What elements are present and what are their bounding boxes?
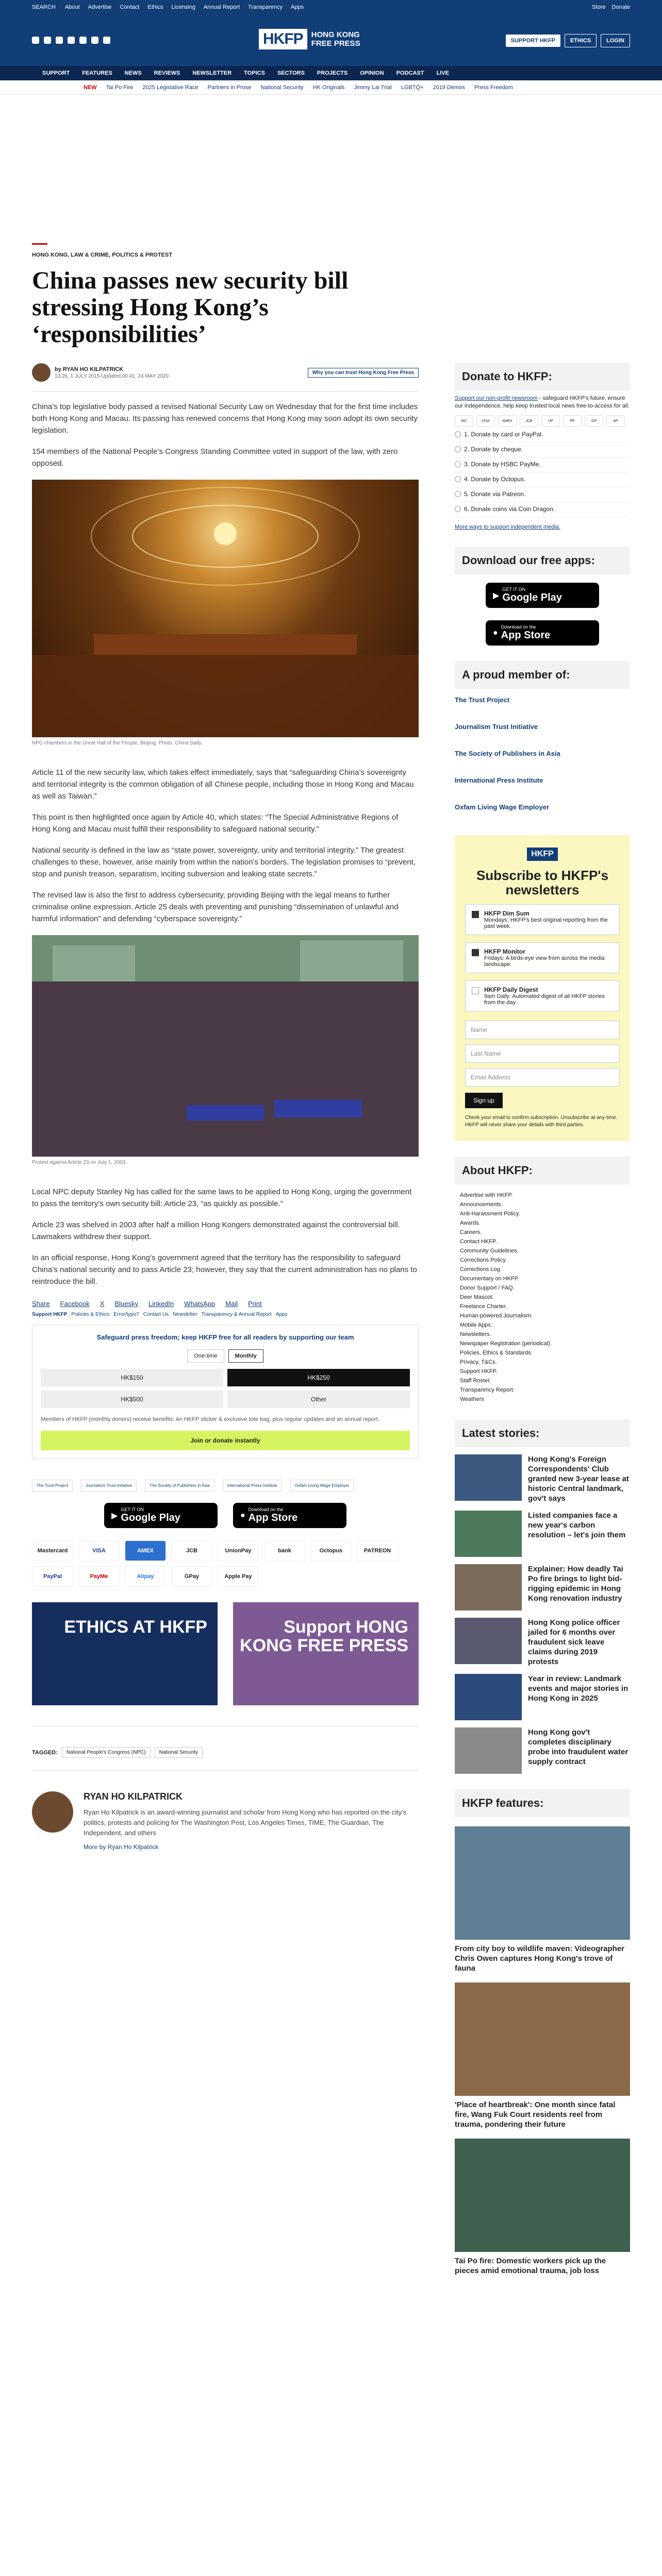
oxfam-logo[interactable]: Oxfam Living Wage Employer [455, 803, 550, 811]
story-title: Hong Kong police officer jailed for 6 months over fraudulent sick leave claims during 2019 protests [528, 1618, 620, 1666]
x-icon[interactable] [32, 37, 39, 44]
main-nav [0, 66, 662, 80]
unionpay-logo: UnionPay [218, 1540, 259, 1561]
support-button[interactable]: SUPPORT HKFP [506, 35, 560, 47]
logo-line: HONG KONG [311, 30, 360, 39]
story-thumbnail [455, 1511, 522, 1557]
about-link[interactable]: Awards. [460, 1220, 481, 1226]
sopa-logo[interactable]: The Society of Publishers in Asia [145, 1480, 214, 1492]
jti-logo[interactable]: Journalism Trust Initiative [455, 723, 538, 731]
support-link[interactable]: Error/typo? [113, 1312, 139, 1317]
card-logo: UP [541, 415, 560, 427]
podcast-icon[interactable] [103, 37, 110, 44]
author-photo [32, 1791, 73, 1833]
about-link[interactable]: Advertise with HKFP. [460, 1192, 513, 1198]
about-link[interactable]: Community Guidelines. [460, 1248, 519, 1254]
badge-small: GET IT ON [502, 587, 525, 592]
apple-icon: ● [240, 1511, 245, 1520]
about-link[interactable]: Donor Support / FAQ. [460, 1285, 515, 1291]
share-label: Share [32, 1300, 50, 1308]
donate-options [455, 431, 630, 517]
play-icon: ▶ [493, 591, 500, 600]
option-label: 1. Donate by card or PayPal. [464, 431, 543, 438]
donate-option[interactable] [455, 446, 630, 457]
trending-item[interactable]: Press Freedom [474, 84, 514, 91]
member-logos-row [32, 1480, 419, 1492]
donate-option[interactable] [455, 461, 630, 472]
newsletter-name: HKFP Dim Sum [484, 910, 529, 917]
support-links [32, 1312, 419, 1317]
sopa-logo[interactable]: The Society of Publishers in Asia [455, 750, 560, 757]
jcb-logo: JCB [171, 1540, 212, 1561]
utility-links [65, 4, 304, 10]
nav-item[interactable]: NEWSLETTER [192, 70, 232, 76]
utility-link[interactable]: Ethics [147, 4, 163, 10]
email-field[interactable]: Email Address [465, 1068, 620, 1087]
new-badge: NEW [84, 84, 97, 91]
banner-title: ETHICS AT HKFP [64, 1617, 207, 1637]
latest-story[interactable] [455, 1564, 630, 1611]
nav-item[interactable]: SUPPORT [42, 70, 70, 76]
about-link[interactable]: Contact HKFP. [460, 1239, 497, 1245]
payment-methods [32, 1540, 419, 1587]
gpay-logo: GPay [171, 1566, 212, 1587]
option-label: 3. Donate by HSBC PayMe. [464, 461, 541, 468]
share-bluesky[interactable]: Bluesky [114, 1300, 138, 1308]
badge-big: App Store [248, 1512, 298, 1523]
donate-heading: Donate to HKFP: [455, 363, 630, 391]
checkbox-icon [472, 949, 479, 956]
amount-option[interactable]: HK$150 [41, 1369, 223, 1386]
support-banner[interactable] [233, 1602, 419, 1705]
trending-item[interactable]: HK Originals [312, 84, 345, 91]
app-store-badge[interactable] [233, 1503, 346, 1528]
utility-link[interactable]: Advertise [88, 4, 112, 10]
about-link[interactable]: Careers. [460, 1229, 482, 1235]
banner-title: Support HONG KONG FREE PRESS [240, 1617, 408, 1655]
card-logo: AMEX [498, 415, 517, 427]
newsletter-name: HKFP Monitor [484, 948, 525, 955]
social-icons [32, 37, 110, 44]
nav-item[interactable]: PODCAST [396, 70, 424, 76]
logo-mark: HKFP [259, 29, 307, 49]
card-logo: PP [563, 415, 582, 427]
nonprofit-link[interactable]: Support our non-profit newsroom [455, 395, 538, 401]
login-button[interactable]: LOGIN [601, 34, 630, 47]
story-title: Listed companies face a new year's carbon resolution – let's join them [528, 1511, 626, 1539]
nav-item[interactable]: NEWS [124, 70, 142, 76]
about-link[interactable]: Deer Mascot. [460, 1294, 494, 1300]
article-title: China passes new security bill stressing Hong Kong’s ‘responsibilities’ [32, 267, 349, 348]
card-logo: GP [585, 415, 603, 427]
about-link[interactable]: Announcements. [460, 1201, 503, 1208]
newsletter-option[interactable] [465, 980, 620, 1011]
latest-story[interactable] [455, 1511, 630, 1557]
story-title: Explainer: How deadly Tai Po fire brings to light bid-rigging epidemic in Hong Kong renovation industry [528, 1565, 623, 1603]
author-info [84, 1791, 419, 1851]
option-label: 2. Donate by cheque. [464, 446, 523, 453]
donate-option[interactable] [455, 431, 630, 443]
author-name[interactable]: RYAN HO KILPATRICK [84, 1791, 183, 1802]
about-link[interactable]: Newspaper Registration (periodical). [460, 1341, 552, 1347]
about-links [455, 1191, 630, 1404]
google-play-badge[interactable] [104, 1503, 218, 1528]
protest-photo [32, 935, 419, 1157]
support-link[interactable]: Policies & Ethics [71, 1312, 110, 1317]
article [32, 115, 419, 1851]
card-logo: VISA [476, 415, 495, 427]
story-thumbnail [455, 1454, 522, 1501]
google-play-badge[interactable] [486, 583, 599, 608]
ipi-logo[interactable]: International Press Institute [223, 1480, 282, 1492]
nav-item[interactable]: PROJECTS [317, 70, 348, 76]
join-donate-button[interactable]: Join or donate instantly [41, 1431, 410, 1450]
option-label: 5. Donate via Patreon. [464, 490, 526, 498]
newsletter-note: Check your email to confirm subscription. Unsubscribe at any time. HKFP will never share your details with third parties. [465, 1115, 618, 1128]
search-link[interactable]: SEARCH [32, 4, 56, 10]
about-link[interactable]: Policies, Ethics & Standards. [460, 1350, 533, 1356]
divider [32, 391, 419, 392]
ethics-button[interactable]: ETHICS [565, 34, 597, 47]
about-link[interactable]: Anti-Harassment Policy. [460, 1211, 520, 1217]
tag-chip[interactable]: National Security [155, 1747, 203, 1758]
trending-item[interactable]: LGBTQ+ [401, 84, 424, 91]
trending-item[interactable]: 2025 Legislative Race [142, 84, 198, 91]
radio-icon [455, 476, 461, 482]
story-thumbnail [455, 1618, 522, 1664]
support-link[interactable]: Support HKFP [32, 1312, 68, 1317]
app-store-badge[interactable] [486, 620, 599, 646]
signup-row [465, 1087, 620, 1108]
features-heading: HKFP features: [455, 1789, 630, 1817]
share-mail[interactable]: Mail [225, 1300, 238, 1308]
latest-story[interactable] [455, 1727, 630, 1774]
feature-image [455, 1982, 630, 2096]
newsletter-desc: Fridays: A birds-eye view from across the media landscape. [484, 955, 605, 968]
latest-heading: Latest stories: [455, 1419, 630, 1447]
radio-icon [455, 506, 461, 512]
feature-title: 'Place of heartbreak': One month since fatal fire, Wang Fuk Court residents reel from trauma, pondering their future [455, 2100, 616, 2129]
radio-icon [455, 491, 461, 497]
share-facebook[interactable]: Facebook [60, 1300, 90, 1308]
donation-title: Safeguard press freedom; keep HKFP free for all readers by supporting our team [96, 1333, 354, 1341]
newsletter-box [455, 835, 630, 1141]
about-link[interactable]: Documentary on HKFP. [460, 1276, 519, 1282]
feature-story[interactable] [455, 1826, 630, 1973]
trust-project-logo[interactable]: The Trust Project [455, 696, 510, 704]
apple-icon: ● [493, 628, 498, 637]
last-name-field[interactable]: Last Name [465, 1044, 620, 1063]
photo-caption: Protest against Article 23 on July 1, 2003. [32, 1160, 127, 1165]
page-content [0, 95, 662, 2576]
nav-item[interactable]: REVIEWS [154, 70, 180, 76]
signup-button[interactable]: Sign up [465, 1093, 503, 1108]
app-store-badges [32, 1503, 419, 1528]
checkbox-icon [472, 911, 479, 918]
paragraph: This point is then highlighted once again by Article 40, which states: “The Special Administrative Regions of Hong Kong and Macau must fulfill their responsibility to safeguard national security.” [32, 813, 399, 834]
support-link[interactable]: Newsletter [173, 1312, 197, 1317]
play-icon: ▶ [111, 1511, 118, 1520]
frequency-toggle [41, 1349, 410, 1363]
share-x[interactable]: X [100, 1300, 105, 1308]
utility-right [592, 4, 630, 10]
share-print[interactable]: Print [247, 1300, 262, 1308]
youtube-icon[interactable] [79, 37, 87, 44]
badge-text [501, 624, 551, 641]
trending-nav [0, 80, 662, 95]
promo-banners [32, 1602, 419, 1705]
donation-box [32, 1325, 419, 1459]
mastercard-logo: Mastercard [32, 1540, 73, 1561]
nav-item[interactable]: TOPICS [244, 70, 265, 76]
paragraph: National security is defined in the law as “state power, sovereignty, unity and territorial integrity.” The greatest challenges to these, however, arise mainly from within the nation’s borders. The legislation promises to “prevent, stop and punish treason, separatism, inciting subversion and leaking state secrets.” [32, 846, 416, 878]
utility-link[interactable]: About [64, 4, 80, 10]
membership-note: Members of HKFP (monthly donors) receive benefits: An HKFP sticker & exclusive tote bag, plus regular updates and an annual report. [41, 1416, 379, 1422]
author-box [32, 1791, 419, 1851]
logo-line: FREE PRESS [311, 39, 360, 48]
newsletter-desc: 9am Daily: Automated digest of all HKFP stories from the day. [484, 993, 605, 1006]
about-link[interactable]: Weathers [460, 1396, 484, 1402]
sidebar [455, 363, 630, 2276]
newsletter-desc: Mondays: HKFP's best original reporting from the past week. [484, 917, 608, 929]
paragraph: The revised law is also the first to address cybersecurity, providing Beijing with the legal means to further criminalise online expression. Article 25 deals with preventing and punishing “dissemination of unlawful and harmful information” and defending “cyberspace sovereignty.” [32, 891, 399, 923]
about-link[interactable]: Support HKFP. [460, 1368, 498, 1375]
apps-heading: Download our free apps: [455, 547, 630, 574]
paragraph: In an official response, Hong Kong’s government agreed that the territory has the responsibility to safeguard China’s national security and to pass Article 23; however, they say that the current administration has no plans to reintroduce the bill. [32, 1253, 417, 1286]
photo-caption: NPC chambers in the Great Hall of the People, Beijing. Photo: China Daily. [32, 740, 203, 746]
badge-small: Download on the [248, 1507, 284, 1512]
trending-item[interactable]: 2019 Demos [433, 84, 465, 91]
about-heading: About HKFP: [455, 1157, 630, 1184]
feature-title: Tai Po fire: Domestic workers pick up the pieces amid emotional trauma, job loss [455, 2257, 606, 2275]
badge-text [121, 1507, 180, 1524]
paragraph: China’s top legislative body passed a revised National Security Law on Wednesday that for the first time includes both Hong Kong and Macau. Its passing has renewed concerns that Hong Kong may soon adopt its own security legislation. [32, 402, 418, 435]
tags-label: TAGGED: [32, 1749, 58, 1756]
header-actions [506, 34, 630, 47]
payme-logo: PayMe [78, 1566, 120, 1587]
newsletter-logo: HKFP [527, 848, 558, 861]
story-title: Year in review: Landmark events and major stories in Hong Kong in 2025 [528, 1674, 628, 1703]
support-link[interactable]: Contact Us [143, 1312, 169, 1317]
option-label: 6. Donate coins via Coin Dragon. [464, 505, 555, 513]
about-link[interactable]: Human-powered Journalism. [460, 1313, 533, 1319]
donate-link[interactable]: Donate [611, 4, 630, 10]
latest-story[interactable] [455, 1618, 630, 1667]
nav-item[interactable]: LIVE [436, 70, 449, 76]
alipay-logo: Alipay [125, 1566, 166, 1587]
donate-card-logos [455, 415, 630, 427]
badge-text [249, 1507, 298, 1524]
card-logo: JCB [520, 415, 538, 427]
about-link[interactable]: Corrections Policy. [460, 1257, 507, 1263]
trust-project-logo[interactable]: The Trust Project [32, 1480, 73, 1492]
one-time-tab[interactable]: One-time [187, 1349, 224, 1363]
share-bar [32, 1300, 419, 1308]
paragraph: 154 members of the National People’s Congress Standing Committee voted in support of the law, with zero opposed. [32, 447, 398, 468]
visa-logo: VISA [78, 1540, 120, 1561]
story-thumbnail [455, 1727, 522, 1774]
more-ways-link[interactable]: More ways to support independent media. [455, 524, 560, 530]
donate-text: - safeguard HKFP's future, ensure our independence, help keep trusted local news free-to-access for all. [455, 395, 630, 409]
feature-story[interactable] [455, 2139, 630, 2276]
byline-text [55, 366, 169, 379]
donate-option[interactable] [455, 476, 630, 487]
site-logo[interactable] [259, 29, 360, 49]
utility-link[interactable]: Transparency [248, 4, 283, 10]
member-logos [455, 696, 630, 825]
feature-title: From city boy to wildlife maven: Videographer Chris Owen captures Hong Kong's trove of fauna [455, 1944, 624, 1973]
about-link[interactable]: Staff Roster. [460, 1378, 491, 1384]
badge-small: Download on the [501, 624, 536, 630]
trending-item[interactable]: Tai Po Fire [106, 84, 134, 91]
nav-item[interactable]: FEATURES [82, 70, 112, 76]
latest-story[interactable] [455, 1674, 630, 1720]
patreon-logo: PATREON [357, 1540, 398, 1561]
newsletter-name: HKFP Daily Digest [484, 986, 538, 993]
trending-item[interactable]: Partners in Prose [207, 84, 252, 91]
story-title: Hong Kong's Foreign Correspondents' Club granted new 3-year lease at historic Central landmark, gov't says [528, 1455, 629, 1503]
protest-illustration [32, 935, 419, 1157]
divider [32, 1770, 419, 1771]
name-field[interactable]: Name [465, 1021, 620, 1039]
more-by-author-link[interactable]: More by Ryan Ho Kilpatrick [84, 1843, 159, 1851]
amount-option[interactable]: HK$500 [41, 1391, 223, 1408]
share-linkedin[interactable]: LinkedIn [148, 1300, 174, 1308]
email-icon[interactable] [91, 37, 98, 44]
facebook-icon[interactable] [68, 37, 75, 44]
donate-blurb [455, 395, 630, 410]
trending-item[interactable]: National Security [260, 84, 304, 91]
oxfam-logo[interactable]: Oxfam Living Wage Employer [290, 1480, 354, 1492]
publish-dates: 13:26, 1 JULY 2015 Updated 00:41, 24 MAY 2020 [55, 373, 169, 379]
member-heading: A proud member of: [455, 661, 630, 689]
amount-option[interactable]: Other [227, 1391, 410, 1408]
support-link[interactable]: Transparency & Annual Report [201, 1312, 272, 1317]
badge-big: App Store [501, 630, 551, 641]
ethics-banner[interactable] [32, 1602, 218, 1705]
tags-row [32, 1747, 419, 1758]
card-logo: MC [455, 415, 473, 427]
trust-badge[interactable]: Why you can trust Hong Kong Free Press [308, 368, 419, 378]
feature-story[interactable] [455, 1982, 630, 2129]
newsletter-option[interactable] [465, 904, 620, 935]
accent-rule [32, 243, 47, 245]
utility-link[interactable]: Contact [120, 4, 140, 10]
author-avatar [32, 363, 51, 382]
author-link[interactable]: by RYAN HO KILPATRICK [55, 366, 124, 372]
instagram-icon[interactable] [44, 37, 51, 44]
latest-story[interactable] [455, 1454, 630, 1503]
radio-icon [455, 431, 461, 437]
ipi-logo[interactable]: International Press Institute [455, 776, 543, 784]
utility-link[interactable]: Annual Report [203, 4, 240, 10]
amount-options [41, 1369, 410, 1408]
threads-icon[interactable] [56, 37, 63, 44]
npc-chamber-photo [32, 480, 419, 737]
utility-link[interactable]: Licensing [171, 4, 195, 10]
octopus-logo: Octopus [310, 1540, 352, 1561]
site-header [0, 14, 662, 66]
checkbox-icon [472, 987, 479, 994]
about-link[interactable]: Mobile Apps. [460, 1322, 492, 1328]
article-categories[interactable]: HONG KONG, LAW & CRIME, POLITICS & PROTEST [32, 252, 172, 258]
applepay-logo: Apple Pay [218, 1566, 259, 1587]
paragraph: Article 23 was shelved in 2003 after half a million Hong Kongers demonstrated against the controversial bill. Lawmakers withdrew their support. [32, 1221, 400, 1241]
badge-big: Google Play [502, 592, 562, 603]
paypal-logo: PayPal [32, 1566, 73, 1587]
about-link[interactable]: Transparency Report. [460, 1387, 515, 1393]
donate-option[interactable] [455, 490, 630, 502]
utility-link[interactable]: Apps [291, 4, 304, 10]
about-link[interactable]: Privacy, T&Cs. [460, 1359, 497, 1365]
about-link[interactable]: Freelance Charter. [460, 1303, 507, 1310]
share-whatsapp[interactable]: WhatsApp [184, 1300, 216, 1308]
card-logo: AP [606, 415, 625, 427]
bank-logo: bank [264, 1540, 305, 1561]
feature-image [455, 1826, 630, 1940]
nav-item[interactable]: OPINION [360, 70, 384, 76]
paragraph: Local NPC deputy Stanley Ng has called for the same laws to be applied to Hong Kong, urging the government to pass the territory’s own security bill: Article 23, “as quickly as possible.” [32, 1188, 412, 1208]
trending-item[interactable]: Jimmy Lai Trial [354, 84, 392, 91]
top-utility-bar [0, 0, 662, 14]
byline [32, 363, 419, 382]
jti-logo[interactable]: Journalism Trust Initiative [81, 1480, 137, 1492]
about-link[interactable]: Newsletters. [460, 1331, 491, 1337]
more-ways [455, 523, 630, 531]
chamber-illustration [32, 480, 419, 737]
amex-logo: AMEX [125, 1540, 166, 1561]
donate-option[interactable] [455, 505, 630, 517]
story-title: Hong Kong gov't completes disciplinary probe into fraudulent water supply contract [528, 1728, 628, 1766]
newsletter-heading: Subscribe to HKFP's newsletters [476, 868, 609, 897]
store-link[interactable]: Store [592, 4, 606, 10]
sidebar-app-badges [455, 583, 630, 646]
nav-item[interactable]: SECTORS [277, 70, 305, 76]
support-link[interactable]: Apps [275, 1312, 288, 1317]
badge-text [502, 587, 562, 604]
logo-text [311, 30, 360, 48]
tag-chip[interactable]: National People's Congress (NPC) [62, 1747, 151, 1758]
option-label: 4. Donate by Octopus. [464, 476, 526, 483]
story-thumbnail [455, 1564, 522, 1611]
badge-big: Google Play [121, 1512, 180, 1523]
newsletter-option[interactable] [465, 942, 620, 973]
feature-image [455, 2139, 630, 2252]
paragraph: Article 11 of the new security law, which takes effect immediately, says that “safeguarding China’s sovereignty and territorial integrity is the common obligation of all Chinese people, including those in Hong Kong and Macau as well as Taiwan.” [32, 768, 414, 801]
badge-small: GET IT ON [121, 1507, 144, 1512]
radio-icon [455, 461, 461, 467]
author-bio: Ryan Ho Kilpatrick is an award-winning journalist and scholar from Hong Kong who has reported on the city’s politics, protests and policing for The Washington Post, Los Angeles Times, TIME, The Guardian, The Independent, and others [84, 1808, 407, 1837]
amount-option[interactable]: HK$250 [227, 1369, 410, 1386]
story-thumbnail [455, 1674, 522, 1720]
monthly-tab[interactable]: Monthly [228, 1349, 263, 1363]
radio-icon [455, 446, 461, 452]
about-link[interactable]: Corrections Log. [460, 1266, 502, 1273]
